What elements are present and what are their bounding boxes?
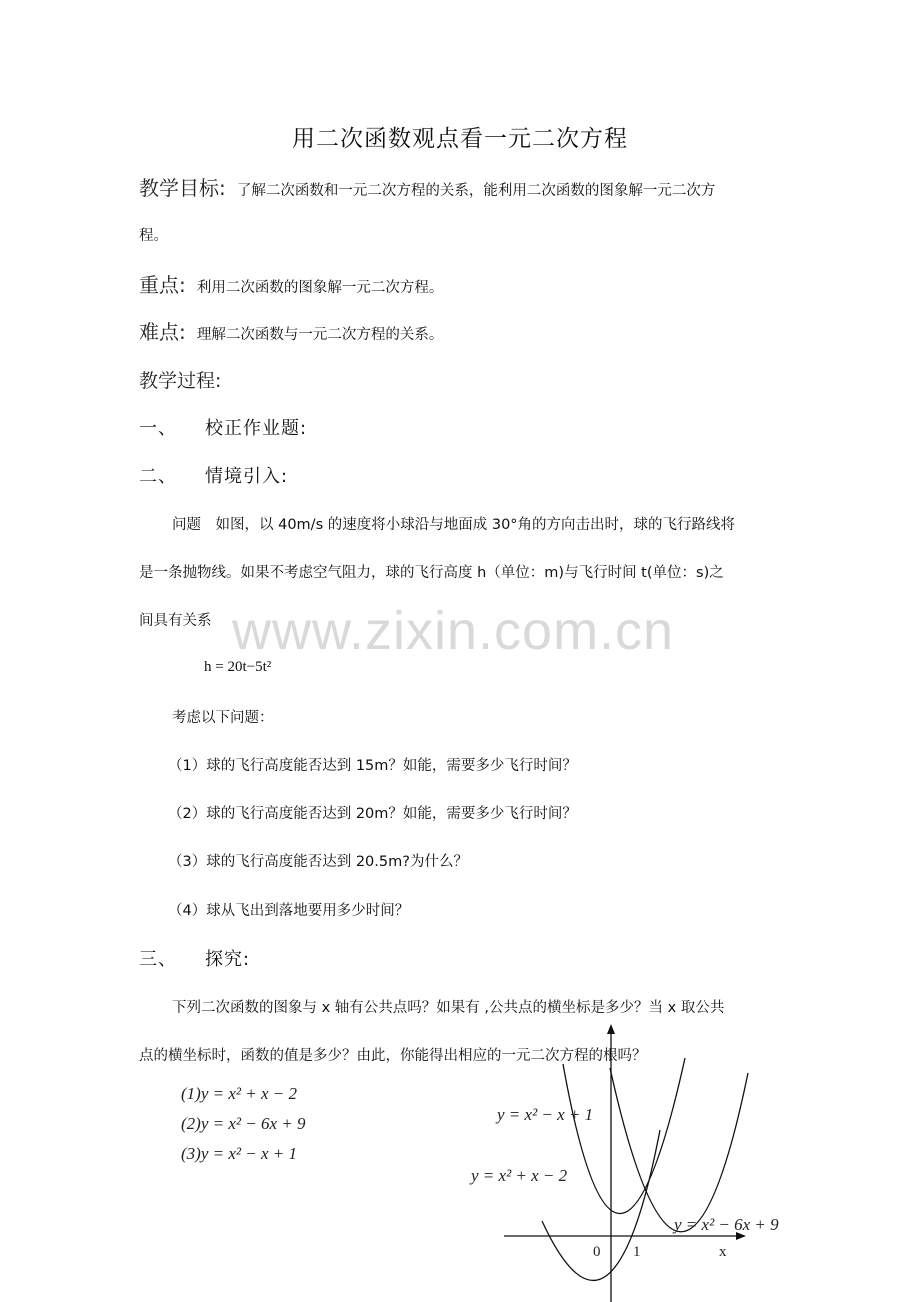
function-1: (1)y = x² + x − 2 — [181, 1084, 297, 1103]
key-point-label: 重点: — [139, 273, 186, 297]
goal-text-cont: 程。 — [139, 228, 168, 244]
curve-f1 — [542, 1130, 660, 1280]
function-2: (2)y = x² − 6x + 9 — [181, 1114, 306, 1133]
problem-line-2: 是一条抛物线。如果不考虑空气阻力，球的飞行高度 h（单位：m)与飞行时间 t(单位：s)之 — [139, 565, 724, 581]
height-formula: h = 20t−5t² — [204, 659, 272, 675]
section-title: 校正作业题: — [205, 418, 308, 439]
problem-line-1: 问题 如图，以 40m/s 的速度将小球沿与地面成 30°角的方向击出时，球的飞行路线将 — [172, 517, 736, 533]
explore-line-2: 点的横坐标时，函数的值是多少？由此，你能得出相应的一元二次方程的根吗？ — [139, 1048, 647, 1064]
question-1: （1）球的飞行高度能否达到 15m？如能，需要多少飞行时间？ — [168, 758, 577, 774]
y-axis-arrow — [607, 1024, 615, 1034]
section-heading-3 — [139, 945, 251, 971]
goal-text: 了解二次函数和一元二次方程的关系，能利用二次函数的图象解一元二次方 — [236, 183, 716, 199]
label-f2: y = x² − 6x + 9 — [674, 1215, 779, 1234]
watermark: www.zixin.com.cn — [232, 601, 675, 661]
label-f1: y = x² + x − 2 — [471, 1166, 568, 1185]
section-heading-1 — [139, 414, 308, 440]
function-3: (3)y = x² − x + 1 — [181, 1144, 297, 1163]
parabola-graph — [460, 1018, 900, 1302]
section-title: 情境引入: — [205, 466, 289, 487]
goal-line — [139, 172, 715, 201]
key-point-line — [139, 269, 443, 298]
question-2: （2）球的飞行高度能否达到 20m？如能，需要多少飞行时间？ — [168, 806, 577, 822]
section-title: 探究: — [205, 949, 251, 970]
question-4: （4）球从飞出到落地要用多少时间？ — [168, 903, 410, 919]
process-label: 教学过程: — [139, 370, 222, 392]
difficulty-line — [139, 316, 443, 345]
curve-f3 — [563, 1058, 685, 1214]
curve-f2 — [610, 1068, 748, 1232]
difficulty-label: 难点: — [139, 320, 186, 344]
section-number: 一、 — [139, 418, 177, 439]
origin-label: 0 — [593, 1244, 601, 1260]
unit-label: 1 — [633, 1244, 641, 1260]
section-number: 二、 — [139, 466, 177, 487]
label-f3: y = x² − x + 1 — [497, 1105, 594, 1124]
question-3: （3）球的飞行高度能否达到 20.5m?为什么？ — [168, 854, 468, 870]
explore-line-1: 下列二次函数的图象与 x 轴有公共点吗？如果有 ,公共点的横坐标是多少？当 x 取公共 — [172, 1000, 725, 1016]
goal-label: 教学目标: — [139, 176, 226, 200]
key-point-text: 利用二次函数的图象解一元二次方程。 — [196, 280, 444, 296]
section-number: 三、 — [139, 949, 177, 970]
consider-text: 考虑以下问题： — [172, 710, 274, 726]
problem-line-3: 间具有关系 — [139, 613, 212, 629]
x-axis-label: x — [719, 1244, 727, 1260]
difficulty-text: 理解二次函数与一元二次方程的关系。 — [196, 327, 444, 343]
section-heading-2 — [139, 462, 289, 488]
page-title: 用二次函数观点看一元二次方程 — [292, 126, 628, 152]
